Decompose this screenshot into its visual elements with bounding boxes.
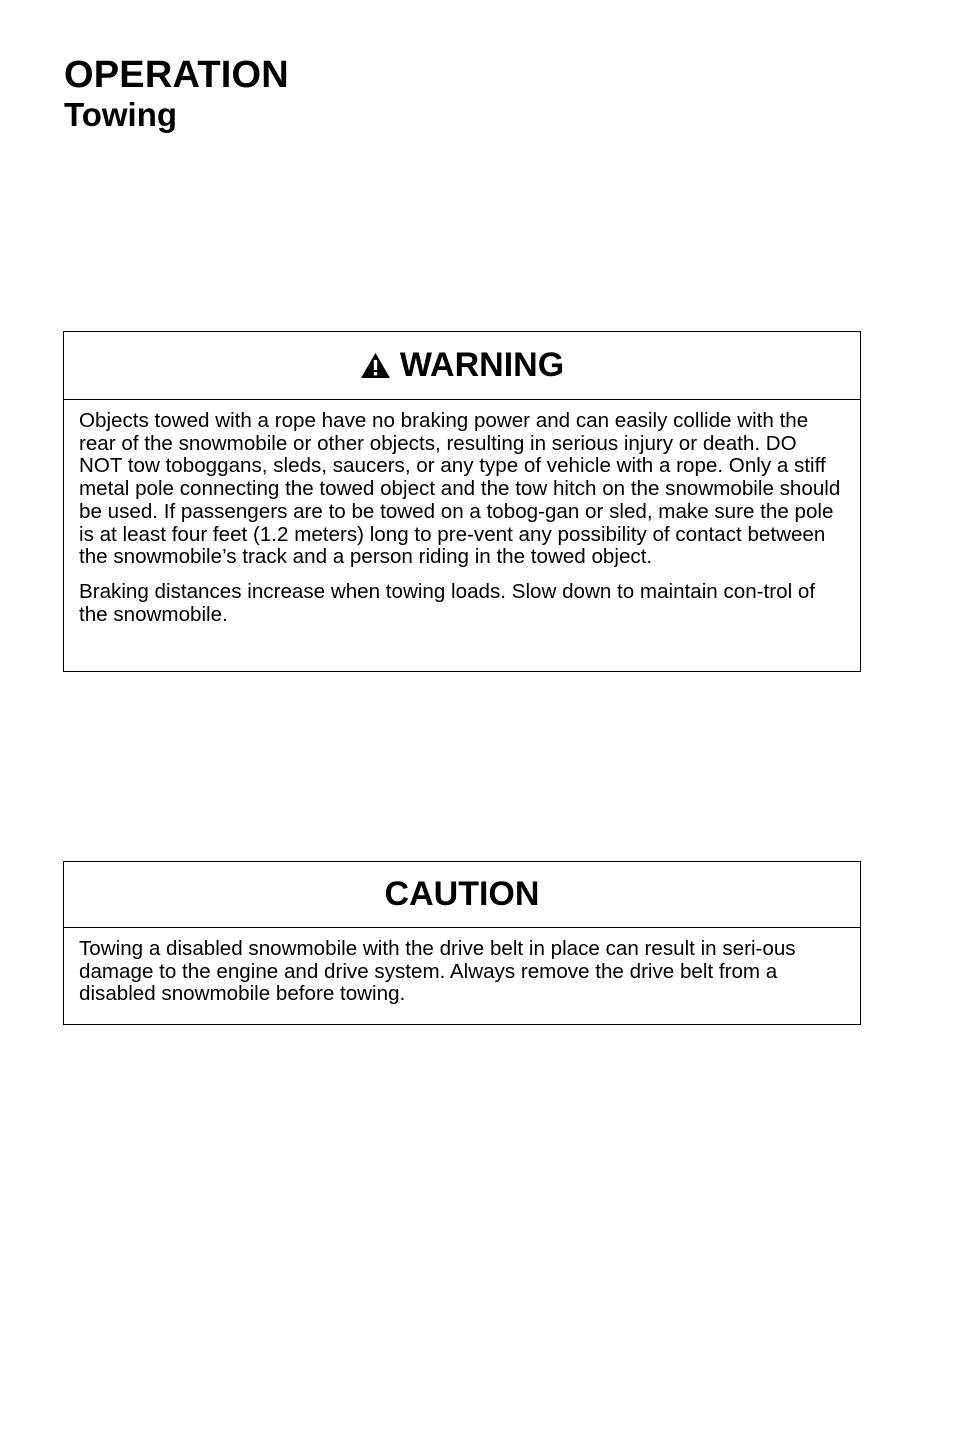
page-header bbox=[64, 54, 289, 134]
caution-heading-text: CAUTION bbox=[384, 875, 540, 913]
caution-body bbox=[64, 928, 860, 1006]
warning-box bbox=[63, 331, 861, 672]
warning-paragraph-1: Objects towed with a rope have no braking power and can easily collide with the rear of the snowmobile or other objects, resulting in serious injury or death. DO NOT tow toboggans, sleds, saucers, or any type of vehicle with a rope. Only a stiff metal pole connecting the towed object and the tow hitch on the snowmobile should be used. If passengers are to be towed on a tobog-gan or sled, make sure the pole is at least four feet (1.2 meters) long to pre-vent any possibility of contact between the snowmobile’s track and a person riding in the towed object. bbox=[79, 409, 841, 569]
warning-heading bbox=[64, 332, 860, 400]
section-title: OPERATION bbox=[64, 54, 289, 96]
caution-paragraph-1: Towing a disabled snowmobile with the drive belt in place can result in seri-ous damage to the engine and drive system. Always remove the drive belt from a disabled snowmobile before towing. bbox=[79, 937, 796, 1006]
caution-box bbox=[63, 861, 861, 1025]
topic-title: Towing bbox=[64, 96, 178, 133]
warning-body bbox=[64, 400, 860, 626]
caution-heading bbox=[64, 862, 860, 928]
warning-heading-text: WARNING bbox=[399, 346, 565, 384]
warning-paragraph-2: Braking distances increase when towing loads. Slow down to maintain con-trol of the snowmobile. bbox=[79, 579, 816, 626]
warning-triangle-icon bbox=[360, 352, 391, 379]
